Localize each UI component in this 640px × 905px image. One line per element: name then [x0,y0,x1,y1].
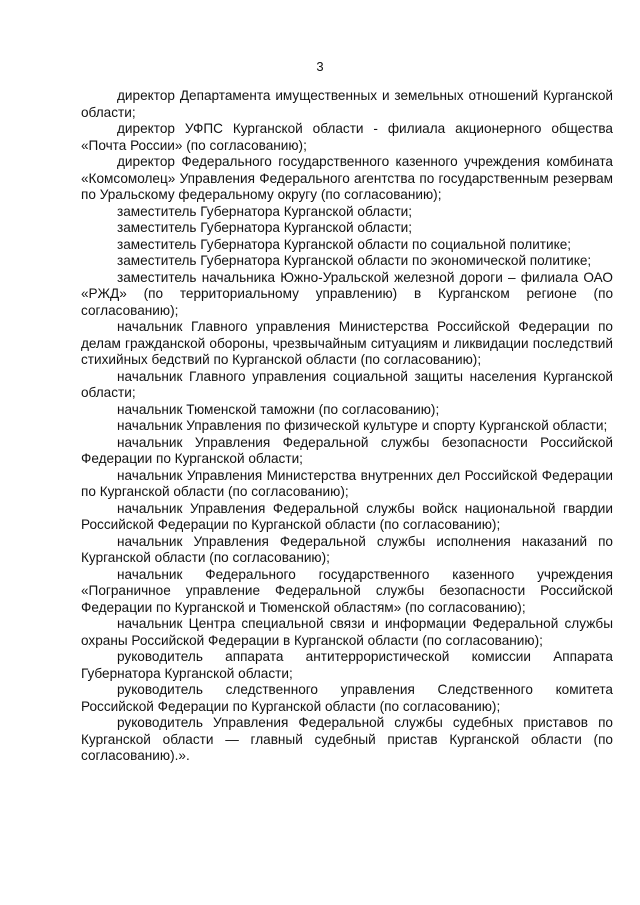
paragraph: заместитель Губернатора Курганской области по социальной политике; [117,236,572,252]
paragraph: директор УФПС Курганской области - филиала акционерного общества «Почта России» (по согласованию); [81,121,613,153]
paragraph: директор Департамента имущественных и земельных отношений Курганской области; [81,88,613,120]
paragraph: начальник Главного управления Министерства Российской Федерации по делам гражданской обороны, чрезвычайным ситуациям и ликвидации последствий стихийных бедствий по Курганской области (по согласованию); [81,319,613,367]
paragraph: заместитель Губернатора Курганской области по экономической политике; [117,253,592,268]
paragraph: начальник Главного управления социальной защиты населения Курганской области; [81,368,613,400]
paragraph: руководитель аппарата антитеррористической комиссии Аппарата Губернатора Курганской области; [81,649,613,681]
page-number: 3 [316,59,324,74]
paragraph: начальник Центра специальной связи и информации Федеральной службы охраны Российской Федерации в Курганской области (по согласованию); [81,616,613,648]
paragraph: руководитель следственного управления Следственного комитета Российской Федерации по Курганской области (по согласованию); [81,682,613,714]
document-body [81,88,613,765]
paragraph: руководитель Управления Федеральной службы судебных приставов по Курганской области — главный судебный пристав Курганской области (по согласованию).». [81,715,613,763]
paragraph: директор Федерального государственного казенного учреждения комбината «Комсомолец» Управления Федерального агентства по государственным резервам по Уральскому федеральному округу (по согласованию); [81,154,613,202]
paragraph: заместитель начальника Южно-Уральской железной дороги – филиала ОАО «РЖД» (по территориальному управлению) в Курганском регионе (по согласованию); [81,269,613,318]
paragraph: начальник Управления по физической культуре и спорту Курганской области; [117,418,608,433]
paragraph: заместитель Губернатора Курганской области; [117,220,413,235]
paragraph: начальник Управления Федеральной службы войск национальной гвардии Российской Федерации по Курганской области (по согласованию); [81,500,613,532]
paragraph: заместитель Губернатора Курганской области; [117,203,413,219]
paragraph: начальник Управления Федеральной службы исполнения наказаний по Курганской области (по согласованию); [81,533,613,565]
paragraph: начальник Федерального государственного казенного учреждения «Пограничное управление Федеральной службы безопасности Российской Федерации по Курганской и Тюменской областям» (по согласованию); [81,566,613,615]
paragraph: начальник Тюменской таможни (по согласованию); [117,401,440,417]
paragraph: начальник Управления Федеральной службы безопасности Российской Федерации по Курганской области; [81,434,613,466]
paragraph: начальник Управления Министерства внутренних дел Российской Федерации по Курганской области (по согласованию); [81,467,613,499]
